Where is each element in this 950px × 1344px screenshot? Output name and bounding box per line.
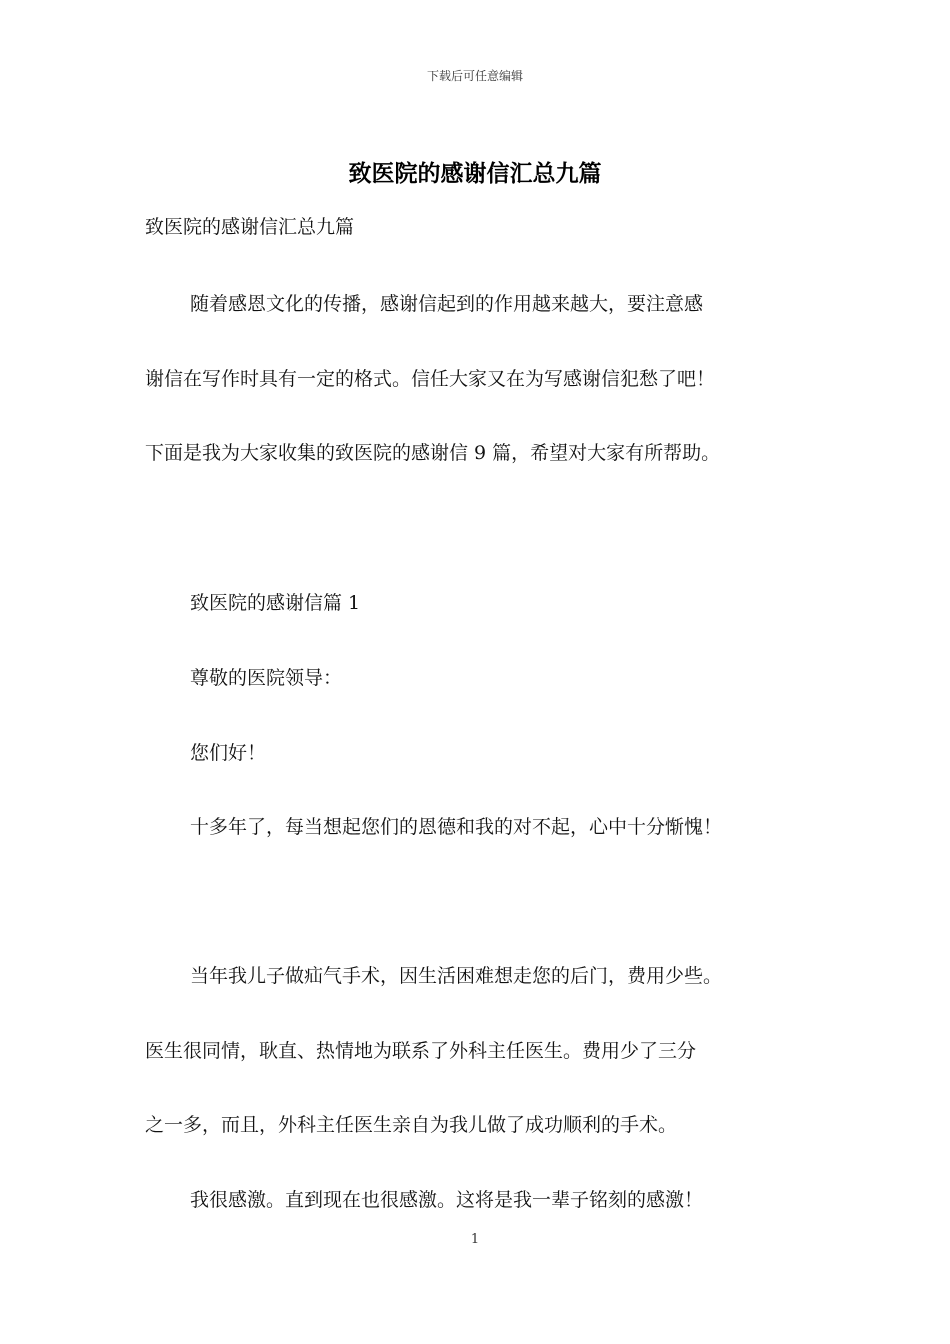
- letter-paragraph-2-line-2: 医生很同情，耿直、热情地为联系了外科主任医生。费用少了三分: [145, 1040, 697, 1062]
- page-header-note: 下载后可任意编辑: [426, 69, 523, 83]
- intro-line-3: 下面是我为大家收集的致医院的感谢信 9 篇，希望对大家有所帮助。: [145, 442, 721, 464]
- letter-paragraph-1: 十多年了，每当想起您们的恩德和我的对不起，心中十分惭愧！: [190, 816, 723, 838]
- page-number: 1: [470, 1232, 480, 1247]
- letter-paragraph-2-line-1: 当年我儿子做疝气手术，因生活困难想走您的后门，费用少些。: [190, 965, 723, 987]
- intro-line-1: 随着感恩文化的传播，感谢信起到的作用越来越大，要注意感: [190, 293, 704, 315]
- intro-line-2: 谢信在写作时具有一定的格式。信任大家又在为写感谢信犯愁了吧！: [145, 368, 716, 390]
- document-subtitle: 致医院的感谢信汇总九篇: [145, 216, 355, 238]
- letter-paragraph-2-line-3: 之一多，而且，外科主任医生亲自为我儿做了成功顺利的手术。: [145, 1114, 678, 1136]
- letter-paragraph-3: 我很感激。直到现在也很感激。这将是我一辈子铭刻的感激！: [190, 1189, 704, 1211]
- document-title: 致医院的感谢信汇总九篇: [348, 160, 602, 187]
- letter-heading: 致医院的感谢信篇 1: [190, 592, 361, 614]
- letter-greeting: 您们好！: [190, 742, 267, 764]
- letter-salutation: 尊敬的医院领导：: [190, 667, 343, 689]
